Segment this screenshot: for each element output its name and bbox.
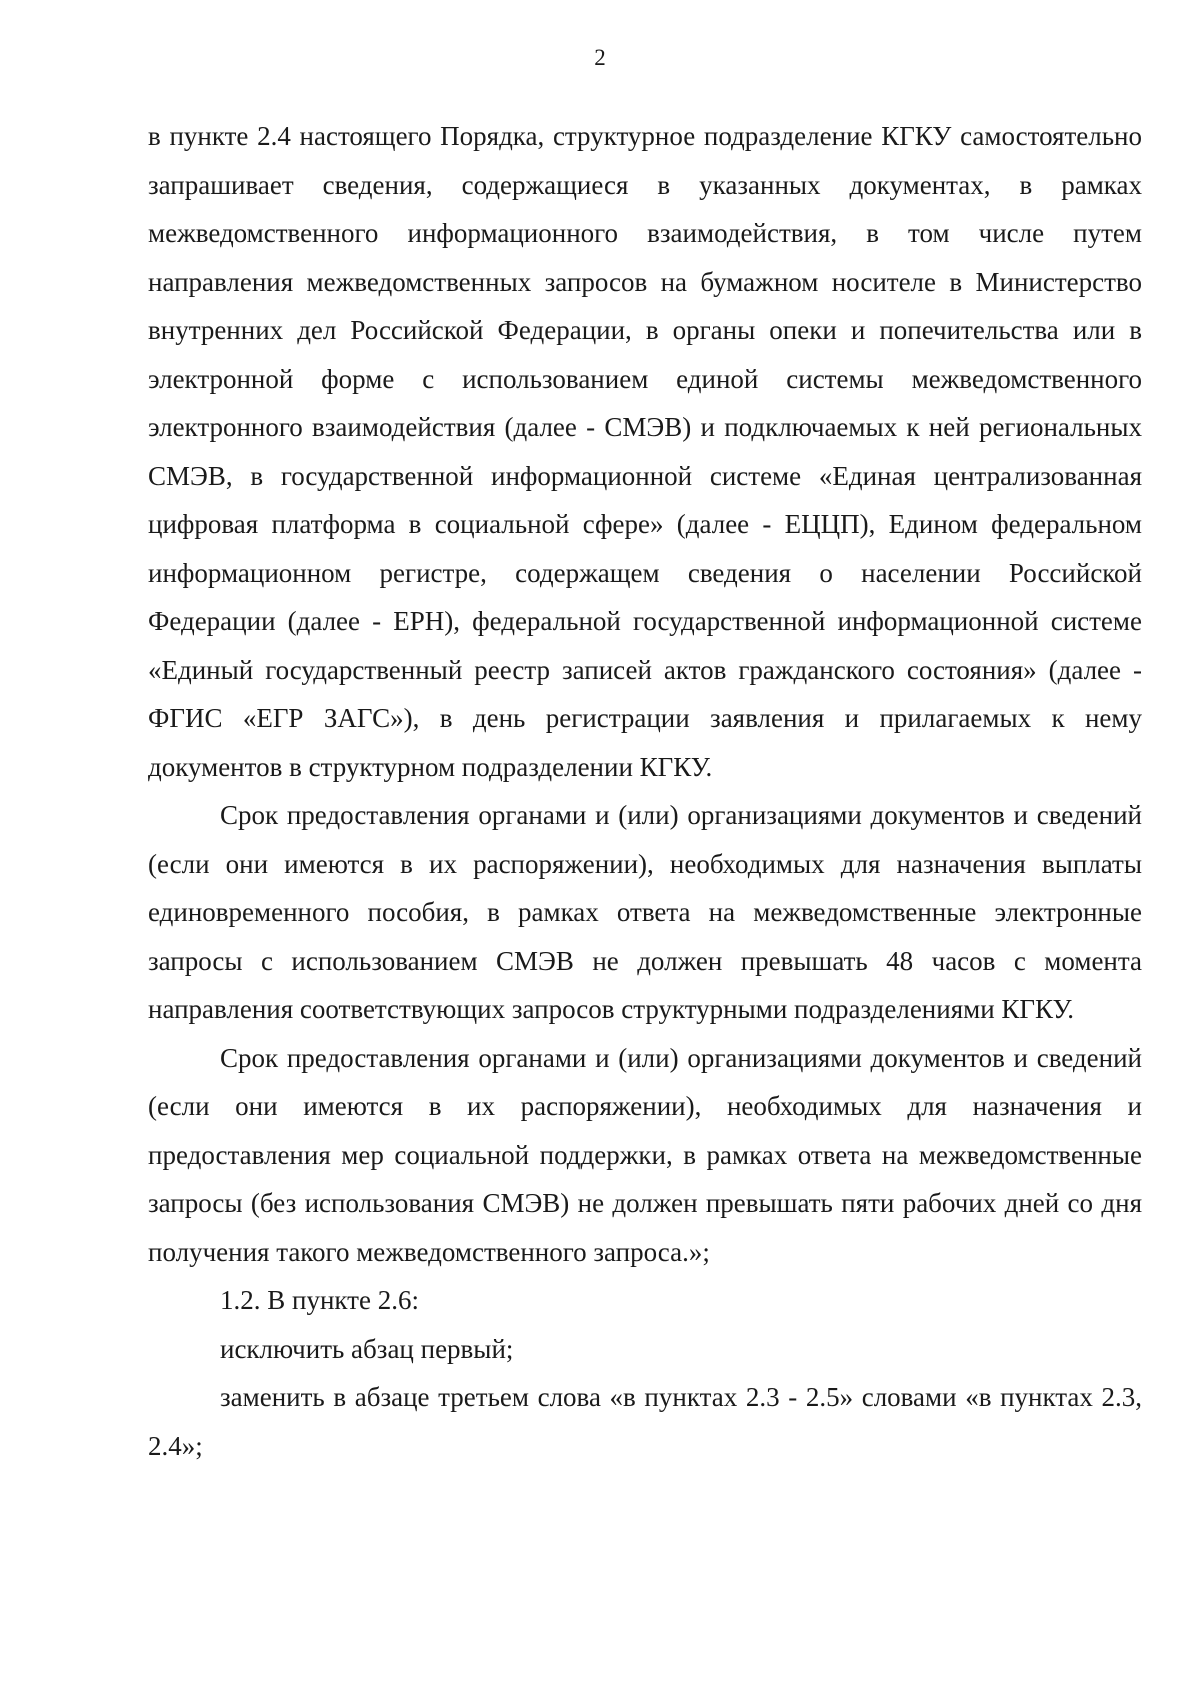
- page-number: 2: [594, 45, 606, 70]
- paragraph-continuation: в пункте 2.4 настоящего Порядка, структурное подразделение КГКУ самостоятельно запрашивает сведения, содержащиеся в указанных документах, в рамках межведомственного информационного взаимодействия, в том числе путем направления межведомственных запросов на бумажном носителе в Министерство внутренних дел Российской Федерации, в органы опеки и попечительства или в электронной форме с использованием единой системы межведомственного электронного взаимодействия (далее - СМЭВ) и подключаемых к ней региональных СМЭВ, в государственной информационной системе «Единая централизованная цифровая платформа в социальной сфере» (далее - ЕЦЦП), Едином федеральном информационном регистре, содержащем сведения о населении Российской Федерации (далее - ЕРН), федеральной государственной информационной системе «Единый государственный реестр записей актов гражданского состояния» (далее - ФГИС «ЕГР ЗАГС»), в день регистрации заявления и прилагаемых к нему документов в структурном подразделении КГКУ.: [148, 121, 1142, 782]
- paragraph-non-smev-deadline: Срок предоставления органами и (или) организациями документов и сведений (если они имеются в их распоряжении), необходимых для назначения и предоставления мер социальной поддержки, в рамках ответа на межведомственные запросы (без использования СМЭВ) не должен превышать пяти рабочих дней со дня получения такого межведомственного запроса.»;: [148, 1042, 1142, 1267]
- paragraph-smev-deadline: Срок предоставления органами и (или) организациями документов и сведений (если они имеются в их распоряжении), необходимых для назначения выплаты единовременного пособия, в рамках ответа на межведомственные электронные запросы с использованием СМЭВ не должен превышать 48 часов с момента направления соответствующих запросов структурными подразделениями КГКУ.: [148, 800, 1142, 1024]
- paragraph-exclude-first: исключить абзац первый;: [220, 1333, 514, 1364]
- document-body: [148, 112, 1142, 1470]
- paragraph-item-1-2: 1.2. В пункте 2.6:: [220, 1285, 419, 1315]
- paragraph-replace-words: заменить в абзаце третьем слова «в пунктах 2.3 - 2.5» словами «в пунктах 2.3, 2.4»;: [148, 1382, 1142, 1461]
